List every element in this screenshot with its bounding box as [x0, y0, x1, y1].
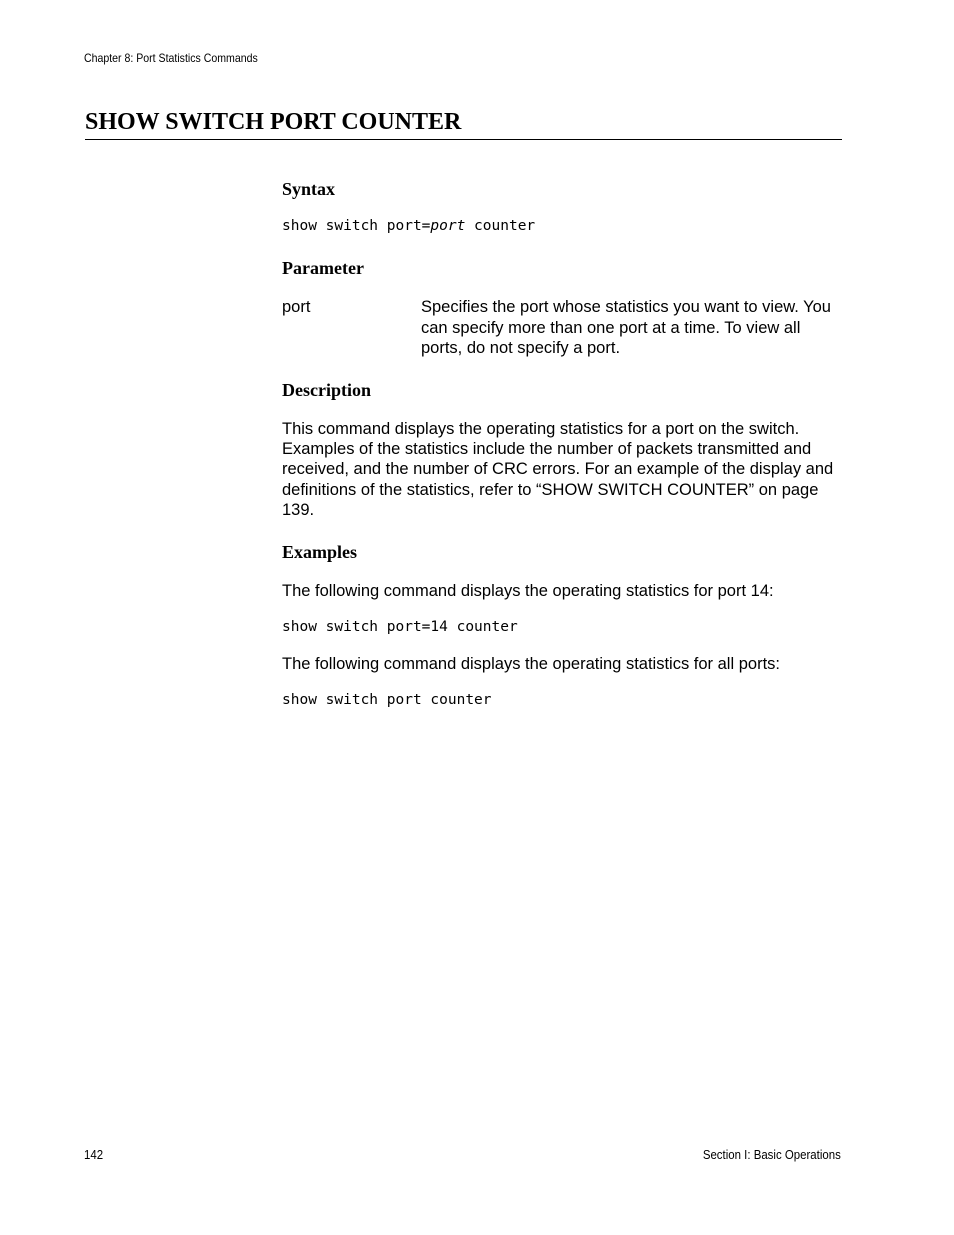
- parameter-heading: Parameter: [282, 258, 364, 278]
- example-command: show switch port=14 counter: [282, 619, 518, 635]
- description-heading: Description: [282, 380, 371, 400]
- example-text: The following command displays the operating statistics for port 14:: [282, 582, 774, 600]
- syntax-heading: Syntax: [282, 179, 336, 199]
- syntax-command-argument: port: [430, 218, 466, 234]
- footer-section: Section I: Basic Operations: [703, 1147, 841, 1162]
- page-number: 142: [84, 1147, 104, 1162]
- description-text: This command displays the operating statistics for a port on the switch. Examples of the statistics include the number of packets transmitted and received, and the number of CRC errors. For an example of the display and definitions of the statistics, refer to “SHOW SWITCH COUNTER” on page 139.: [282, 420, 834, 519]
- page-title: SHOW SWITCH PORT COUNTER: [85, 109, 462, 135]
- example-text: The following command displays the operating statistics for all ports:: [282, 655, 780, 673]
- syntax-command: [282, 216, 535, 236]
- running-header: Chapter 8: Port Statistics Commands: [84, 51, 258, 65]
- syntax-command-prefix: show switch port=: [282, 218, 431, 234]
- examples-heading: Examples: [282, 542, 358, 562]
- parameter-description: Specifies the port whose statistics you want to view. You can specify more than one port at a time. To view all ports, do not specify a port.: [421, 298, 831, 357]
- example-command: show switch port counter: [282, 692, 492, 708]
- syntax-command-suffix: counter: [465, 218, 536, 234]
- title-rule: [85, 139, 842, 140]
- parameter-name: port: [282, 298, 311, 316]
